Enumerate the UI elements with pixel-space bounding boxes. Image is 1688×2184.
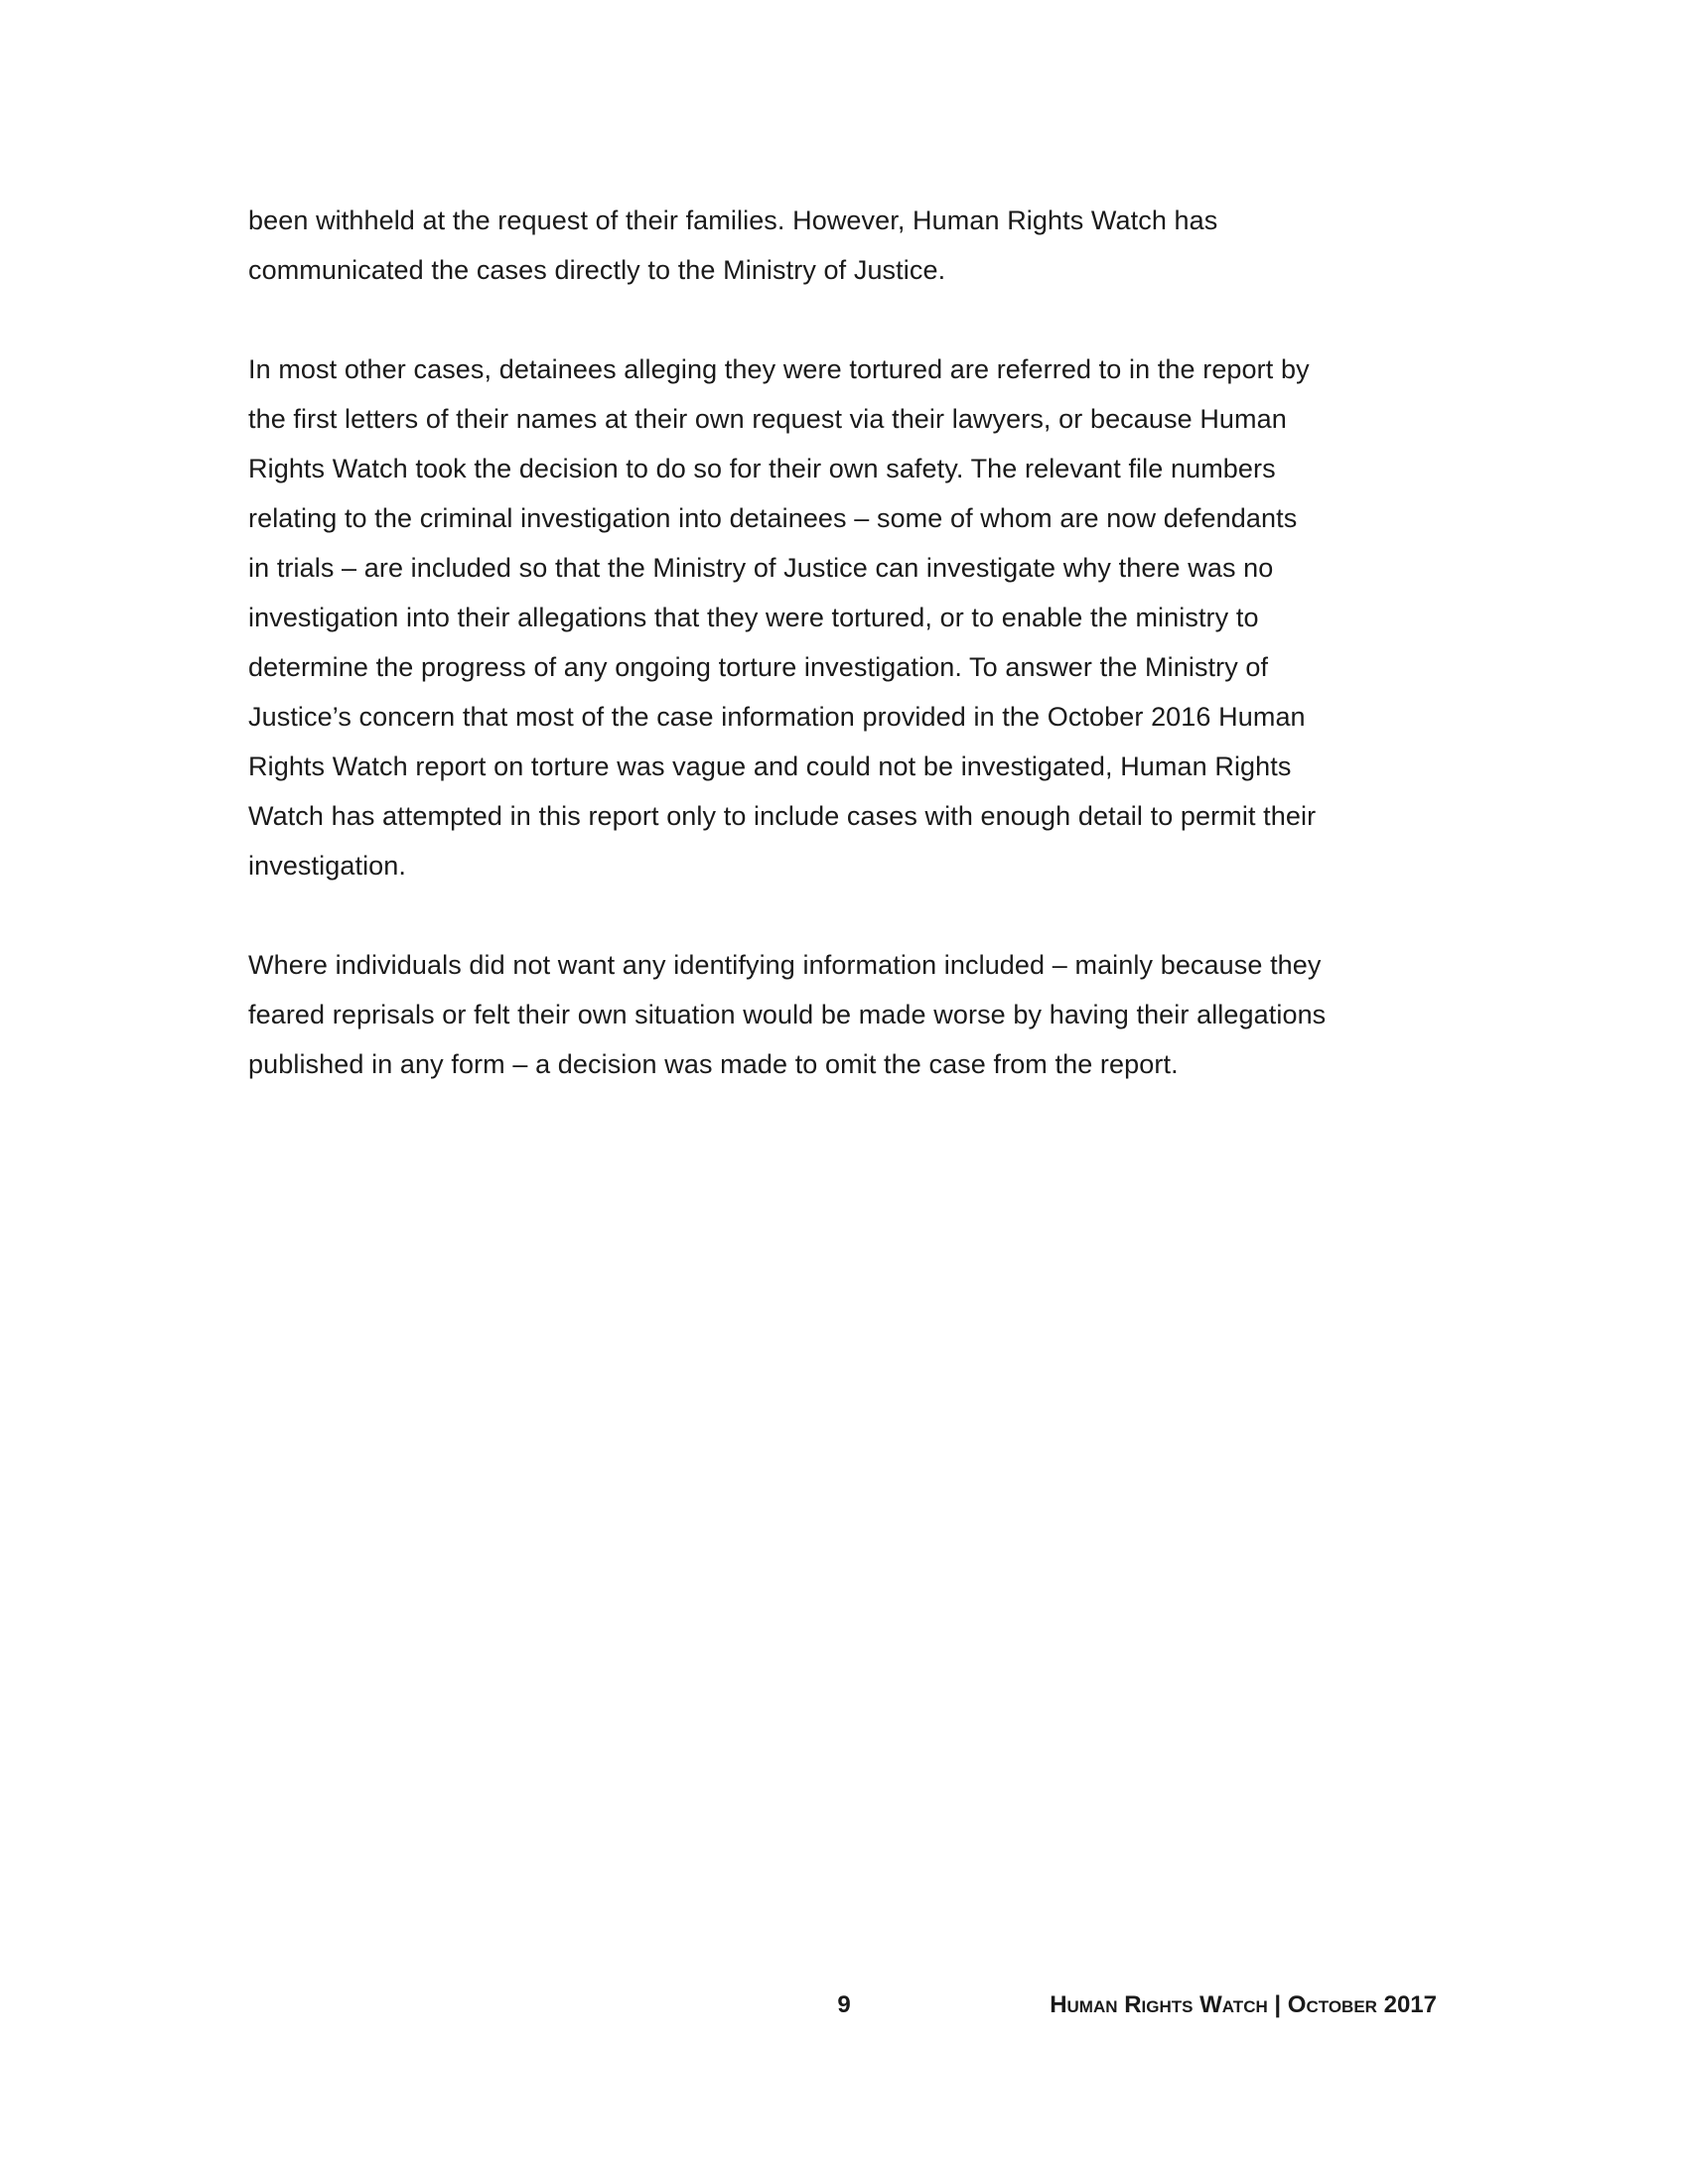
- text-line: In most other cases, detainees alleging they were tortured are referred to in the report by: [248, 354, 1310, 384]
- text-line: Rights Watch took the decision to do so for their own safety. The relevant file numbers: [248, 454, 1276, 483]
- text-line: in trials – are included so that the Ministry of Justice can investigate why there was no: [248, 553, 1274, 583]
- text-line: Watch has attempted in this report only to include cases with enough detail to permit their: [248, 801, 1317, 831]
- text-line: Rights Watch report on torture was vague and could not be investigated, Human Rights: [248, 751, 1292, 781]
- page-number: 9: [837, 1991, 851, 2018]
- body-text: [248, 196, 1440, 1139]
- paragraph-2: [248, 344, 1440, 890]
- text-line: feared reprisals or felt their own situation would be made worse by having their allegations: [248, 1000, 1327, 1029]
- text-line: investigation.: [248, 851, 406, 881]
- text-line: determine the progress of any ongoing torture investigation. To answer the Ministry of: [248, 652, 1269, 682]
- paragraph-3: [248, 940, 1440, 1089]
- text-line: relating to the criminal investigation into detainees – some of whom are now defendants: [248, 503, 1298, 533]
- text-line: Justice’s concern that most of the case information provided in the October 2016 Human: [248, 702, 1306, 732]
- text-line: Where individuals did not want any identifying information included – mainly because they: [248, 950, 1322, 980]
- text-line: been withheld at the request of their families. However, Human Rights Watch has: [248, 205, 1218, 235]
- paragraph-1: [248, 196, 1440, 295]
- text-line: communicated the cases directly to the Ministry of Justice.: [248, 255, 946, 285]
- text-line: investigation into their allegations that they were tortured, or to enable the ministry to: [248, 603, 1259, 632]
- running-footer-title: Human Rights Watch | October 2017: [1050, 1991, 1437, 2018]
- text-line: the first letters of their names at their own request via their lawyers, or because Human: [248, 404, 1287, 434]
- page-footer: [0, 1987, 1688, 2027]
- text-line: published in any form – a decision was made to omit the case from the report.: [248, 1049, 1179, 1079]
